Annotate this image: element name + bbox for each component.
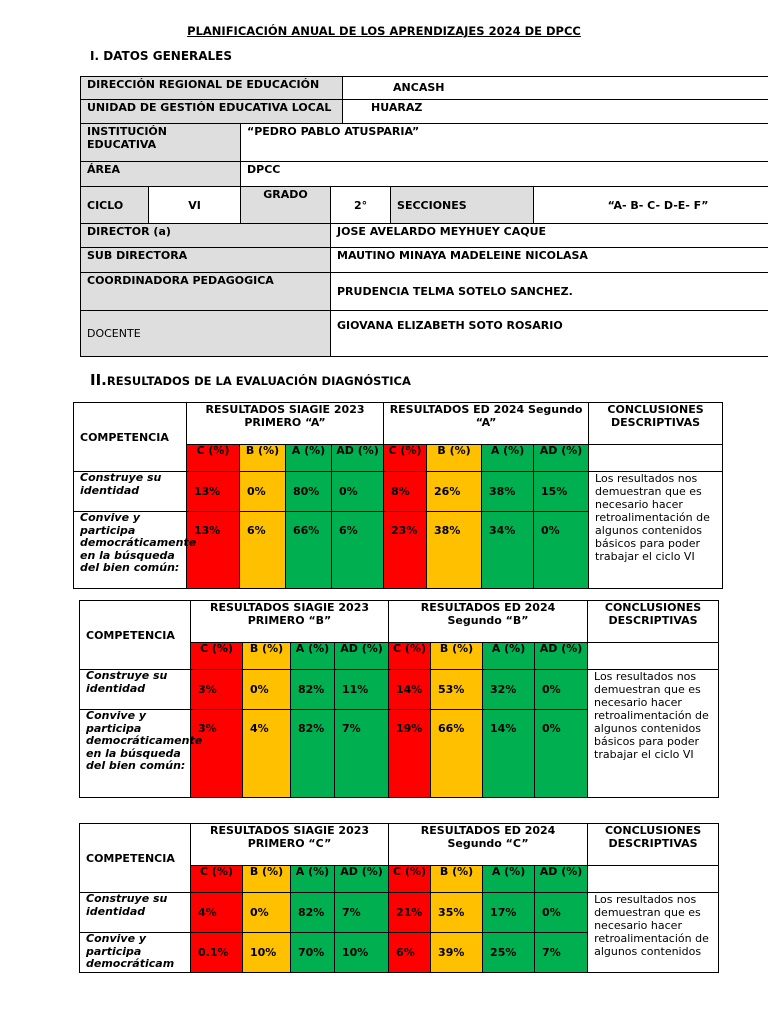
conclusiones-header: CONCLUSIONES DESCRIPTIVAS [588,824,719,866]
general-data-table [80,76,768,357]
value-cell: 8% [384,472,427,512]
ugel-label: UNIDAD DE GESTIÓN EDUCATIVA LOCAL [81,100,343,124]
level-a: A (%) [291,866,335,893]
grado-value: 2° [331,187,391,224]
value-cell: 0% [243,893,291,933]
grado-label: GRADO [241,187,331,224]
value-cell: 0% [535,710,588,798]
value-cell: 35% [431,893,483,933]
value-cell: 7% [335,893,389,933]
siagie-header: RESULTADOS SIAGIE 2023 PRIMERO “C” [191,824,389,866]
level-b: B (%) [240,445,286,472]
docente-value: GIOVANA ELIZABETH SOTO ROSARIO [331,311,768,357]
director-value: JOSE AVELARDO MEYHUEY CAQUE [331,224,768,248]
conclusion-text: Los resultados nos demuestran que es necesario hacer retroalimentación de algunos contenidos básicos para poder trabajar el ciclo VI [589,472,723,589]
value-cell: 0% [240,472,286,512]
value-cell: 38% [427,512,482,589]
secciones-label: SECCIONES [391,187,534,224]
ie-label: INSTITUCIÓN EDUCATIVA [81,124,241,162]
subdirectora-value: MAUTINO MINAYA MADELEINE NICOLASA [331,248,768,273]
level-b: B (%) [431,866,483,893]
value-cell: 25% [483,933,535,973]
siagie-header: RESULTADOS SIAGIE 2023 PRIMERO “A” [187,403,384,445]
coordinadora-value: PRUDENCIA TELMA SOTELO SANCHEZ. [331,273,768,311]
level-ad: AD (%) [534,445,589,472]
ciclo-value: VI [149,187,241,224]
value-cell: 32% [483,670,535,710]
competency-name: Convive y participa democráticamente en la búsqueda del bien común: [80,710,191,798]
results-table-b [79,600,719,798]
competency-name: Construye su identidad [74,472,187,512]
value-cell: 3% [191,710,243,798]
competencia-header: COMPETENCIA [80,601,191,670]
value-cell: 0% [535,893,588,933]
ed-header: RESULTADOS ED 2024 Segundo “C” [389,824,588,866]
level-c: C (%) [384,445,427,472]
results-table-c [79,823,719,973]
value-cell: 38% [482,472,534,512]
value-cell: 3% [191,670,243,710]
value-cell: 15% [534,472,589,512]
value-cell: 70% [291,933,335,973]
secciones-value: “A- B- C- D-E- F” [534,187,768,224]
level-c: C (%) [191,643,243,670]
value-cell: 39% [431,933,483,973]
value-cell: 4% [243,710,291,798]
level-c: C (%) [187,445,240,472]
subdirectora-label: SUB DIRECTORA [81,248,331,273]
value-cell: 53% [431,670,483,710]
page-title: PLANIFICACIÓN ANUAL DE LOS APRENDIZAJES 2024 DE DPCC [187,24,581,38]
results-table-a [73,402,723,589]
level-b: B (%) [243,643,291,670]
value-cell: 10% [335,933,389,973]
conclusiones-header: CONCLUSIONES DESCRIPTIVAS [589,403,723,445]
competencia-header: COMPETENCIA [80,824,191,893]
area-value: DPCC [241,162,768,187]
value-cell: 11% [335,670,389,710]
competencia-header: COMPETENCIA [74,403,187,472]
level-a: A (%) [483,866,535,893]
value-cell: 82% [291,893,335,933]
level-a: A (%) [482,445,534,472]
ed-header: RESULTADOS ED 2024 Segundo “A” [384,403,589,445]
ed-header: RESULTADOS ED 2024 Segundo “B” [389,601,588,643]
director-label: DIRECTOR (a) [81,224,331,248]
siagie-header: RESULTADOS SIAGIE 2023 PRIMERO “B” [191,601,389,643]
value-cell: 26% [427,472,482,512]
value-cell: 34% [482,512,534,589]
value-cell: 82% [291,670,335,710]
level-b: B (%) [431,643,483,670]
value-cell: 17% [483,893,535,933]
value-cell: 23% [384,512,427,589]
area-label: ÁREA [81,162,241,187]
conclusion-text: Los resultados nos demuestran que es necesario hacer retroalimentación de algunos contenidos básicos para poder trabajar el ciclo VI [588,670,719,798]
level-ad: AD (%) [335,866,389,893]
level-ad: AD (%) [332,445,384,472]
level-a: A (%) [286,445,332,472]
conclusion-text: Los resultados nos demuestran que es necesario hacer retroalimentación de algunos contenidos [588,893,719,973]
value-cell: 13% [187,472,240,512]
level-c: C (%) [389,866,431,893]
dre-label: DIRECCIÓN REGIONAL DE EDUCACIÓN [81,77,343,100]
value-cell: 14% [389,670,431,710]
level-c: C (%) [191,866,243,893]
value-cell: 0% [332,472,384,512]
level-b: B (%) [243,866,291,893]
value-cell: 0% [535,670,588,710]
section-label: RESULTADOS DE LA EVALUACIÓN DIAGNÓSTICA [106,374,411,388]
conclusiones-header: CONCLUSIONES DESCRIPTIVAS [588,601,719,643]
coordinadora-label: COORDINADORA PEDAGOGICA [81,273,331,311]
value-cell: 80% [286,472,332,512]
value-cell: 0% [243,670,291,710]
level-c: C (%) [389,643,431,670]
value-cell: 10% [243,933,291,973]
competency-name: Convive y participa democráticam [80,933,191,973]
value-cell: 14% [483,710,535,798]
value-cell: 66% [431,710,483,798]
value-cell: 6% [240,512,286,589]
value-cell: 0% [534,512,589,589]
value-cell: 4% [191,893,243,933]
value-cell: 7% [535,933,588,973]
competency-name: Construye su identidad [80,893,191,933]
dre-value: ANCASH [343,77,768,100]
section-heading-datos-generales: I. DATOS GENERALES [90,49,233,63]
ie-value: “PEDRO PABLO ATUSPARIA” [241,124,768,162]
value-cell: 0.1% [191,933,243,973]
value-cell: 21% [389,893,431,933]
section-heading-resultados [90,371,411,389]
competency-name: Construye su identidad [80,670,191,710]
ciclo-label: CICLO [81,187,149,224]
level-a: A (%) [291,643,335,670]
ugel-value: HUARAZ [343,100,768,124]
section-number: II. [90,371,107,389]
level-b: B (%) [427,445,482,472]
value-cell: 6% [389,933,431,973]
competency-name: Convive y participa democráticamente en la búsqueda del bien común: [74,512,187,589]
value-cell: 82% [291,710,335,798]
level-ad: AD (%) [335,643,389,670]
level-ad: AD (%) [535,643,588,670]
value-cell: 19% [389,710,431,798]
value-cell: 6% [332,512,384,589]
value-cell: 13% [187,512,240,589]
value-cell: 7% [335,710,389,798]
value-cell: 66% [286,512,332,589]
level-a: A (%) [483,643,535,670]
level-ad: AD (%) [535,866,588,893]
docente-label: DOCENTE [81,311,331,357]
